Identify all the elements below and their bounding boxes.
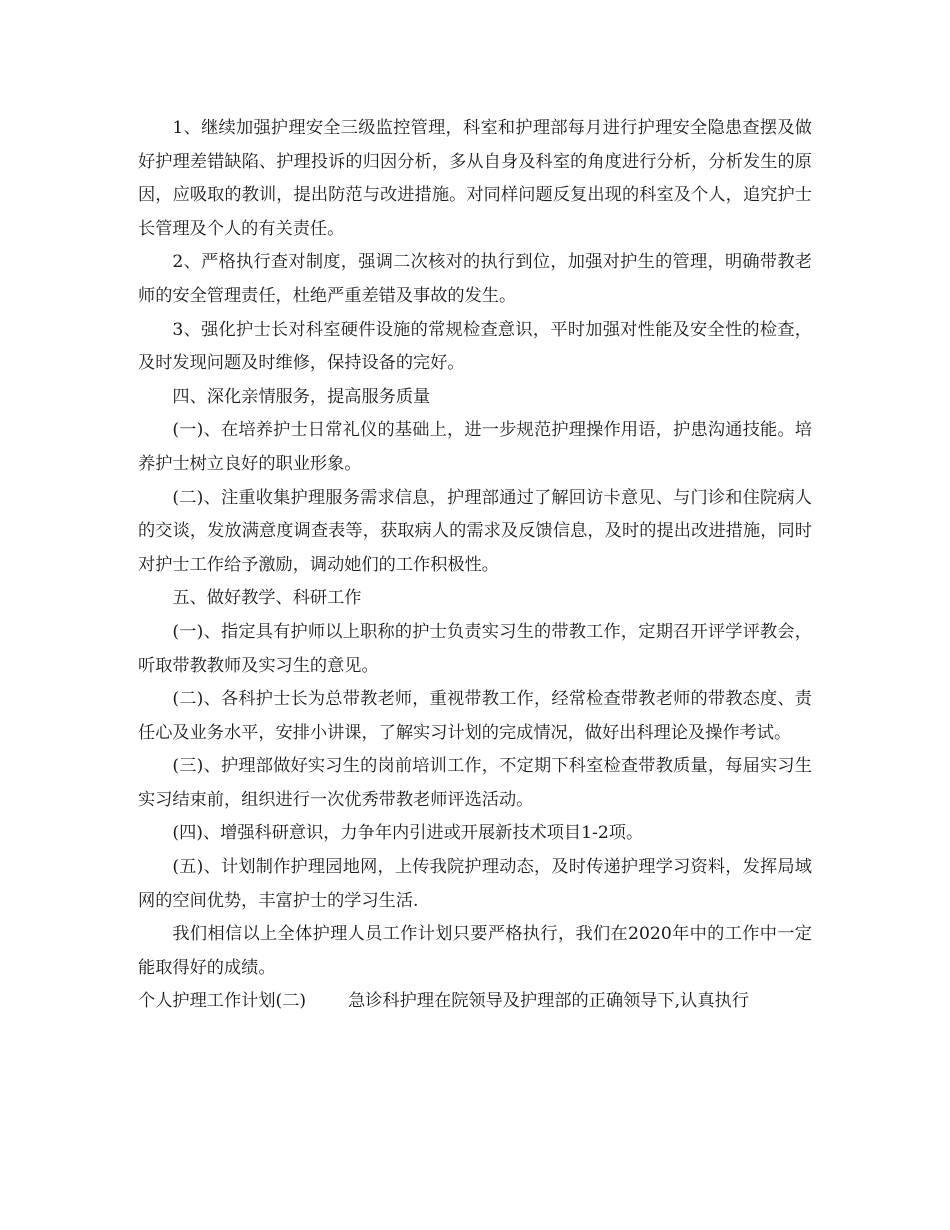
paragraph-etiquette: (一)、在培养护士日常礼仪的基础上，进一步规范护理操作用语，护患沟通技能。培养护士树立良好的职业形象。 (138, 420, 812, 474)
next-section-text: 急诊科护理在院领导及护理部的正确领导下,认真执行 (348, 991, 749, 1012)
paragraph-equipment-inspection: 3、强化护士长对科室硬件设施的常规检查意识，平时加强对性能及安全性的检查，及时发现问题及时维修，保持设备的完好。 (138, 319, 812, 374)
document-body (138, 112, 812, 1019)
paragraph-check-system: 2、严格执行查对制度，强调二次核对的执行到位，加强对护生的管理，明确带教老师的安全管理责任，杜绝严重差错及事故的发生。 (138, 252, 812, 306)
paragraph-head-nurse-teaching: (二)、各科护士长为总带教老师，重视带教工作，经常检查带教老师的带教态度、责任心及业务水平，安排小讲课，了解实习计划的完成情况，做好出科理论及操作考试。 (138, 689, 812, 743)
paragraph-pre-job-training: (三)、护理部做好实习生的岗前培训工作，不定期下科室检查带教质量，每届实习生实习结束前，组织进行一次优秀带教老师评选活动。 (138, 756, 812, 810)
paragraph-safety-monitoring: 1、继续加强护理安全三级监控管理，科室和护理部每月进行护理安全隐患查摆及做好护理差错缺陷、护理投诉的归因分析，多从自身及科室的角度进行分析，分析发生的原因，应吸取的教训，提出防范与改进措施。对同样问题反复出现的科室及个人，追究护士长管理及个人的有关责任。 (138, 118, 812, 239)
paragraph-conclusion: 我们相信以上全体护理人员工作计划只要严格执行，我们在2020年中的工作中一定能取得好的成绩。 (138, 924, 812, 978)
next-section-title: 个人护理工作计划(二) (138, 991, 307, 1012)
paragraph-website: (五)、计划制作护理园地网，上传我院护理动态，及时传递护理学习资料，发挥局域网的空间优势，丰富护士的学习生活. (138, 857, 812, 911)
section-heading-service: 四、深化亲情服务，提高服务质量 (172, 386, 431, 407)
section-heading-teaching: 五、做好教学、科研工作 (172, 588, 362, 609)
paragraph-service-feedback: (二)、注重收集护理服务需求信息，护理部通过了解回访卡意见、与门诊和住院病人的交谈，发放满意度调查表等，获取病人的需求及反馈信息，及时的提出改进措施，同时对护士工作给予激励，调动她们的工作积极性。 (138, 487, 812, 575)
paragraph-intern-teaching: (一)、指定具有护师以上职称的护士负责实习生的带教工作，定期召开评学评教会，听取带教教师及实习生的意见。 (138, 621, 812, 676)
title-gap (306, 985, 348, 1019)
next-section-line (138, 985, 812, 1019)
paragraph-research: (四)、增强科研意识，力争年内引进或开展新技术项目1-2项。 (172, 823, 644, 844)
